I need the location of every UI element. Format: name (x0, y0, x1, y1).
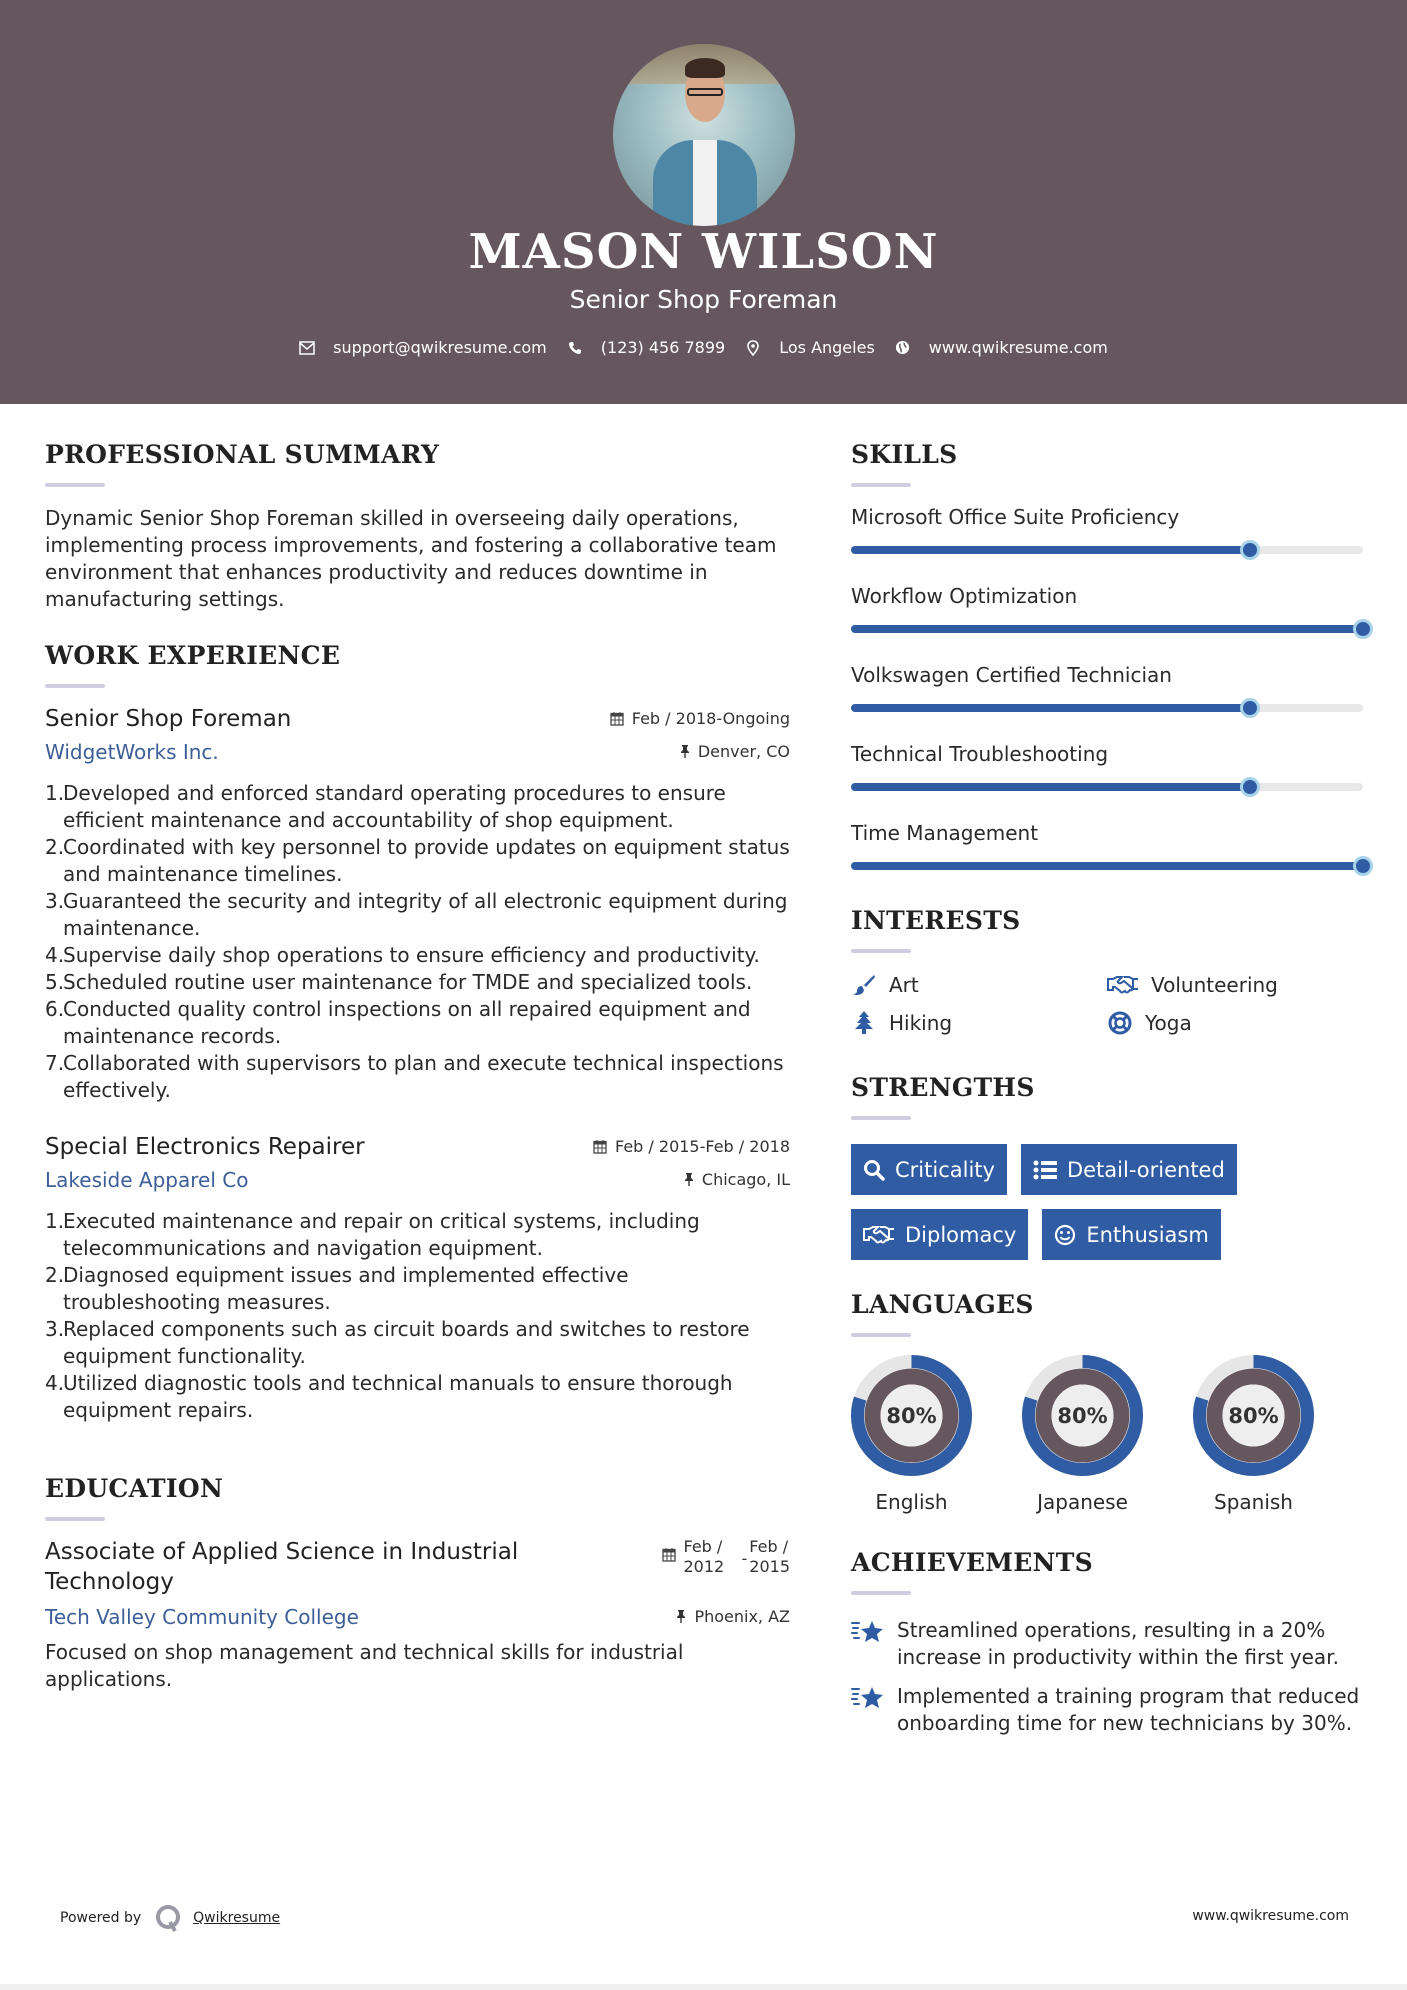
strength-chip: Detail-oriented (1021, 1144, 1237, 1195)
summary-text: Dynamic Senior Shop Foreman skilled in overseeing daily operations, implementing process improvements, and fostering a collaborative team environment that enhances productivity and reduces downtime in manufacturing settings. (45, 506, 777, 611)
skill-bar (851, 546, 1363, 554)
skill-bar (851, 625, 1363, 633)
qwikresume-link[interactable]: Qwikresume (193, 1910, 281, 1926)
skill-knob (1353, 619, 1373, 639)
skill-item (851, 663, 1366, 712)
smile-icon (1054, 1224, 1076, 1246)
section-divider (851, 949, 911, 953)
responsibilities-list (45, 780, 790, 1104)
language-donut: 80% (1193, 1355, 1314, 1476)
interest-item: Volunteering (1107, 973, 1363, 997)
achievements-section (851, 1548, 1366, 1737)
skill-label: Technical Troubleshooting (851, 742, 1109, 766)
profile-photo (613, 44, 795, 226)
education-dates: Feb / 2012 - Feb / 2015 (662, 1537, 791, 1597)
experience-section (45, 641, 790, 1424)
language-item (851, 1355, 1022, 1514)
powered-by: Powered by Qwikresume (60, 1904, 280, 1932)
qwikresume-logo-icon (155, 1904, 181, 1932)
skill-item (851, 584, 1366, 633)
paintbrush-icon (851, 973, 877, 997)
list-item: 5.Scheduled routine user maintenance for TMDE and specialized tools. (45, 970, 753, 994)
job-dates: Feb / 2018-Ongoing (610, 709, 790, 728)
email-text: support@qwikresume.com (333, 338, 547, 357)
candidate-name: MASON WILSON (468, 224, 939, 280)
contact-location (745, 338, 875, 357)
skill-fill (851, 546, 1250, 554)
left-column (45, 440, 790, 1693)
calendar-icon (593, 1139, 607, 1154)
shooting-star-icon (851, 1683, 885, 1713)
company-name: WidgetWorks Inc. (45, 740, 219, 764)
summary-section (45, 440, 790, 613)
contact-bar (0, 338, 1407, 357)
resume-header (0, 0, 1407, 404)
skill-fill (851, 625, 1363, 633)
skill-label: Workflow Optimization (851, 584, 1078, 608)
strength-chip: Diplomacy (851, 1209, 1028, 1260)
handshake-icon (863, 1225, 895, 1245)
phone-icon (567, 340, 583, 356)
company-name: Lakeside Apparel Co (45, 1168, 249, 1192)
achievement-item: Implemented a training program that reduced onboarding time for new technicians by 30%. (851, 1683, 1366, 1737)
list-icon (1033, 1160, 1057, 1180)
language-donut: 80% (851, 1355, 972, 1476)
language-name: Spanish (1214, 1490, 1293, 1514)
calendar-icon (662, 1547, 676, 1562)
education-section (45, 1474, 790, 1693)
skill-knob (1240, 777, 1260, 797)
section-title: WORK EXPERIENCE (45, 641, 341, 670)
pushpin-icon (676, 1609, 686, 1624)
strengths-section (851, 1073, 1366, 1260)
contact-phone[interactable] (567, 338, 725, 357)
list-item: 2.Diagnosed equipment issues and implemented effective troubleshooting measures. (45, 1263, 629, 1314)
section-title: LANGUAGES (851, 1290, 1034, 1319)
responsibilities-list (45, 1208, 790, 1424)
section-title: STRENGTHS (851, 1073, 1035, 1102)
pushpin-icon (684, 1172, 694, 1187)
job-location: Denver, CO (680, 742, 790, 761)
list-item: 2.Coordinated with key personnel to provide updates on equipment status and maintenance timelines. (45, 835, 790, 886)
tree-icon (851, 1011, 877, 1035)
language-item (1022, 1355, 1193, 1514)
job-entry (45, 706, 790, 1104)
skill-fill (851, 704, 1250, 712)
candidate-title: Senior Shop Foreman (569, 285, 838, 314)
interests-section (851, 906, 1366, 1035)
page-footer (0, 1896, 1407, 1936)
language-donut: 80% (1022, 1355, 1143, 1476)
skill-item (851, 505, 1366, 554)
school-name: Tech Valley Community College (45, 1605, 359, 1629)
job-entry (45, 1134, 790, 1424)
section-divider (45, 483, 105, 487)
job-title: Special Electronics Repairer (45, 1134, 365, 1160)
shooting-star-icon (851, 1617, 885, 1647)
degree-title: Associate of Applied Science in Industrial Technology (45, 1539, 519, 1595)
language-name: Japanese (1037, 1490, 1128, 1514)
section-title: ACHIEVEMENTS (851, 1548, 1093, 1577)
right-column (851, 440, 1366, 1737)
section-divider (851, 483, 911, 487)
skill-bar (851, 704, 1363, 712)
skill-label: Volkswagen Certified Technician (851, 663, 1172, 687)
handshake-icon (1107, 973, 1139, 997)
globe-icon (895, 340, 911, 356)
section-title: INTERESTS (851, 906, 1021, 935)
skill-label: Time Management (851, 821, 1039, 845)
section-title: EDUCATION (45, 1474, 224, 1503)
list-item: 3.Replaced components such as circuit boards and switches to restore equipment functionality. (45, 1317, 750, 1368)
education-description: Focused on shop management and technical skills for industrial applications. (45, 1640, 684, 1691)
envelope-icon (299, 340, 315, 356)
footer-url[interactable]: www.qwikresume.com (1192, 1908, 1349, 1924)
interest-item: Yoga (1107, 1011, 1363, 1035)
interest-item: Art (851, 973, 1107, 997)
strength-chip: Enthusiasm (1042, 1209, 1220, 1260)
page-bottom-edge (0, 1984, 1407, 1990)
list-item: 4.Utilized diagnostic tools and technical manuals to ensure thorough equipment repairs. (45, 1371, 733, 1422)
list-item: 4.Supervise daily shop operations to ensure efficiency and productivity. (45, 943, 760, 967)
contact-website[interactable] (895, 338, 1108, 357)
list-item: 1.Developed and enforced standard operating procedures to ensure efficient maintenance and accountability of shop equipment. (45, 781, 726, 832)
search-icon (863, 1159, 885, 1181)
lifebuoy-icon (1107, 1011, 1133, 1035)
section-divider (45, 684, 105, 688)
phone-text: (123) 456 7899 (600, 338, 726, 357)
section-title: PROFESSIONAL SUMMARY (45, 440, 440, 469)
section-divider (45, 1517, 105, 1521)
strength-chip: Criticality (851, 1144, 1007, 1195)
location-text: Los Angeles (779, 338, 875, 357)
contact-email[interactable] (299, 338, 547, 357)
interest-item: Hiking (851, 1011, 1107, 1035)
skill-knob (1240, 540, 1260, 560)
calendar-icon (610, 711, 624, 726)
website-text: www.qwikresume.com (928, 338, 1108, 357)
skill-item (851, 742, 1366, 791)
skill-knob (1353, 856, 1373, 876)
skills-section (851, 440, 1366, 870)
skill-bar (851, 862, 1363, 870)
skill-item (851, 821, 1366, 870)
skill-label: Microsoft Office Suite Proficiency (851, 505, 1180, 529)
languages-section (851, 1290, 1366, 1514)
skill-knob (1240, 698, 1260, 718)
language-item (1193, 1355, 1364, 1514)
section-title: SKILLS (851, 440, 958, 469)
list-item: 7.Collaborated with supervisors to plan and execute technical inspections effectively. (45, 1051, 784, 1102)
language-name: English (875, 1490, 948, 1514)
list-item: 6.Conducted quality control inspections on all repaired equipment and maintenance records. (45, 997, 751, 1048)
pushpin-icon (680, 744, 690, 759)
list-item: 3.Guaranteed the security and integrity of all electronic equipment during maintenance. (45, 889, 788, 940)
list-item: 1.Executed maintenance and repair on critical systems, including telecommunications and navigation equipment. (45, 1209, 700, 1260)
section-divider (851, 1333, 911, 1337)
skill-fill (851, 783, 1250, 791)
achievement-item: Streamlined operations, resulting in a 20% increase in productivity within the first year. (851, 1617, 1366, 1671)
job-location: Chicago, IL (684, 1170, 790, 1189)
map-pin-icon (745, 340, 761, 356)
job-dates: Feb / 2015-Feb / 2018 (593, 1137, 790, 1156)
section-divider (851, 1591, 911, 1595)
skill-bar (851, 783, 1363, 791)
skill-fill (851, 862, 1363, 870)
education-location: Phoenix, AZ (676, 1607, 790, 1626)
section-divider (851, 1116, 911, 1120)
job-title: Senior Shop Foreman (45, 706, 292, 732)
